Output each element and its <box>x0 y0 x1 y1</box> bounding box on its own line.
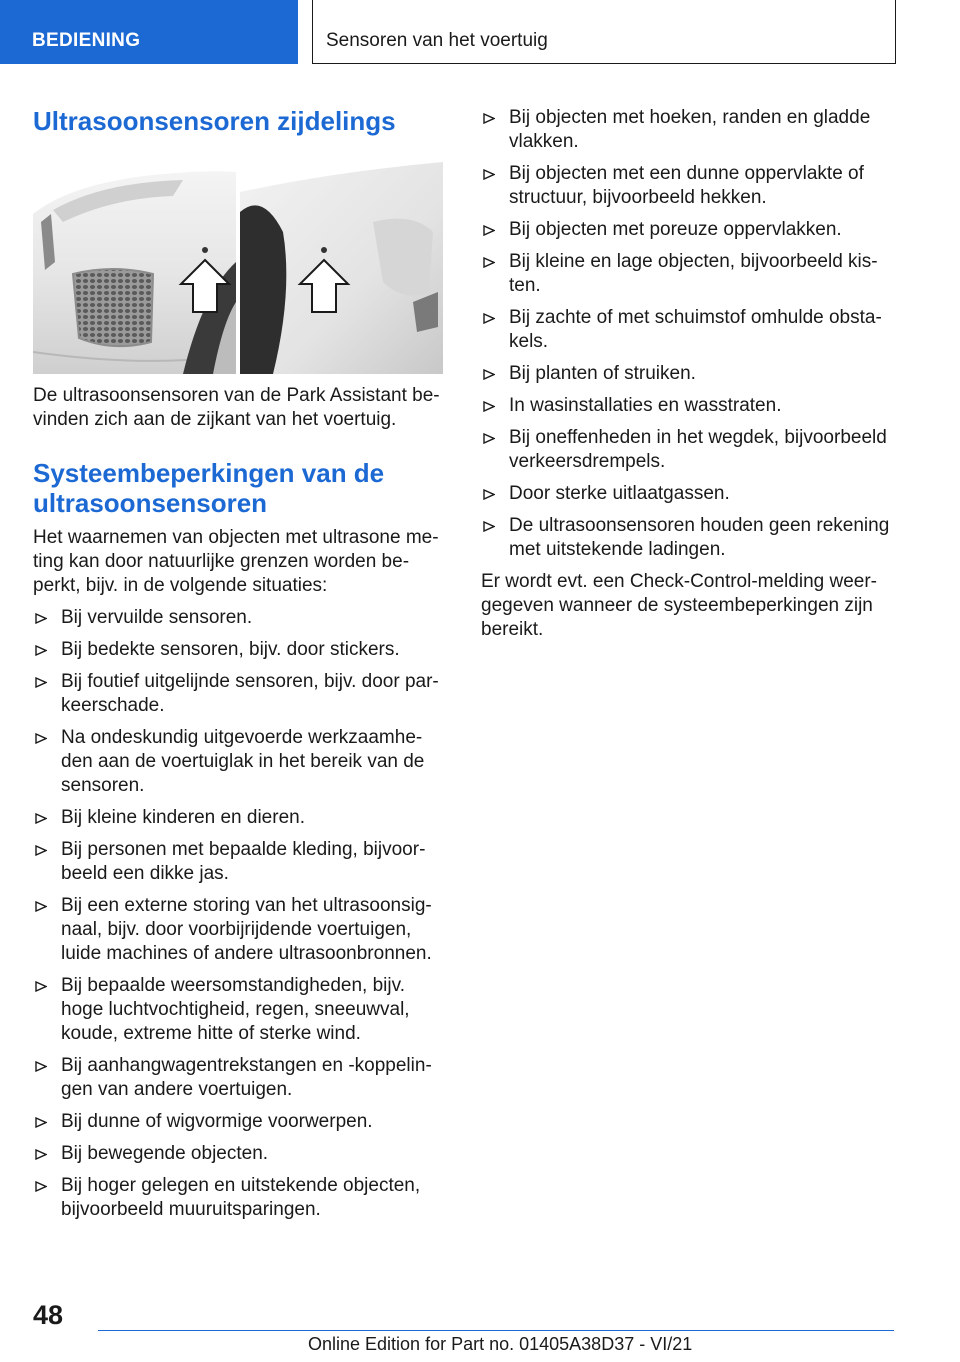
list-item: Bij bedekte sensoren, bijv. door stickers. <box>33 638 443 662</box>
triangle-right-outline-icon <box>35 845 47 856</box>
triangle-right-outline-icon <box>35 1061 47 1072</box>
triangle-right-outline-icon <box>483 257 495 268</box>
triangle-right-outline-icon <box>483 489 495 500</box>
closing-paragraph: Er wordt evt. een Check-Control-melding weergegeven wanneer de systeembeperkingen zijn bereikt. <box>481 571 877 640</box>
list-item: Bij kleine en lage objecten, bijvoorbeeld kisten. <box>481 250 901 298</box>
list-item: Na ondeskundig uitgevoerde werkzaamheden aan de voertuiglak in het bereik van de sensoren. <box>33 726 443 798</box>
side-sensors-figure <box>33 152 443 374</box>
header-right-border <box>895 0 896 64</box>
triangle-right-outline-icon <box>483 521 495 532</box>
triangle-right-outline-icon <box>35 1117 47 1128</box>
section-heading-system-limits: Systeembeperkingen van de ultrasoonsensoren <box>33 458 385 518</box>
list-item: Bij vervuilde sensoren. <box>33 606 443 630</box>
list-item: Door sterke uitlaatgassen. <box>481 482 901 506</box>
list-item: Bij bepaalde weersomstandigheden, bijv. hoge luchtvochtigheid, regen, sneeuwval, koude, extreme hitte of sterke wind. <box>33 974 443 1046</box>
triangle-right-outline-icon <box>35 645 47 656</box>
list-item: Bij dunne of wigvormige voorwerpen. <box>33 1110 443 1134</box>
car-side-illustration <box>33 152 443 374</box>
header-divider <box>312 0 313 64</box>
triangle-right-outline-icon <box>35 901 47 912</box>
list-item: Bij planten of struiken. <box>481 362 901 386</box>
intro-paragraph: Het waarnemen van objecten met ultrasone meting kan door natuurlijke grenzen worden beperkt, bijv. in de volgende situaties: <box>33 527 439 596</box>
list-item: Bij aanhangwagentrekstangen en -koppelingen van andere voertuigen. <box>33 1054 443 1102</box>
triangle-right-outline-icon <box>35 981 47 992</box>
list-item: Bij oneffenheden in het wegdek, bijvoorbeeld verkeersdrempels. <box>481 426 901 474</box>
list-item: Bij objecten met een dunne oppervlakte of structuur, bijvoorbeeld hekken. <box>481 162 901 210</box>
triangle-right-outline-icon <box>483 225 495 236</box>
triangle-right-outline-icon <box>483 113 495 124</box>
triangle-right-outline-icon <box>35 813 47 824</box>
edition-text: Online Edition for Part no. 01405A38D37 - VI/21 <box>308 1334 693 1354</box>
triangle-right-outline-icon <box>35 1181 47 1192</box>
triangle-right-outline-icon <box>483 369 495 380</box>
section-tab <box>0 0 298 64</box>
triangle-right-outline-icon <box>483 313 495 324</box>
right-bullet-list <box>481 106 901 562</box>
triangle-right-outline-icon <box>483 433 495 444</box>
left-column <box>33 100 443 1230</box>
chapter-title: Sensoren van het voertuig <box>326 30 548 51</box>
right-column <box>481 100 901 642</box>
list-item: Bij objecten met poreuze oppervlakken. <box>481 218 901 242</box>
section-heading-side-sensors: Ultrasoonsensoren zijdelings <box>33 106 396 136</box>
list-item: Bij personen met bepaalde kleding, bijvoorbeeld een dikke jas. <box>33 838 443 886</box>
figure-caption: De ultrasoonsensoren van de Park Assistant bevinden zich aan de zijkant van het voertuig. <box>33 385 440 430</box>
list-item: Bij kleine kinderen en dieren. <box>33 806 443 830</box>
header-rule <box>312 63 896 64</box>
triangle-right-outline-icon <box>35 733 47 744</box>
footer-rule <box>98 1330 894 1331</box>
list-item: In wasinstallaties en wasstraten. <box>481 394 901 418</box>
triangle-right-outline-icon <box>35 1149 47 1160</box>
section-tab-label: BEDIENING <box>32 30 141 51</box>
triangle-right-outline-icon <box>483 169 495 180</box>
triangle-right-outline-icon <box>483 401 495 412</box>
left-bullet-list <box>33 606 443 1222</box>
triangle-right-outline-icon <box>35 677 47 688</box>
list-item: Bij een externe storing van het ultrasoonsignaal, bijv. door voorbijrijdende voertuigen, luide machines of andere ultrasoonbronnen. <box>33 894 443 966</box>
page-number: 48 <box>33 1300 64 1330</box>
list-item: De ultrasoonsensoren houden geen rekening met uitstekende ladingen. <box>481 514 901 562</box>
triangle-right-outline-icon <box>35 613 47 624</box>
list-item: Bij foutief uitgelijnde sensoren, bijv. door parkeerschade. <box>33 670 443 718</box>
list-item: Bij hoger gelegen en uitstekende objecten, bijvoorbeeld muuruitsparingen. <box>33 1174 443 1222</box>
list-item: Bij bewegende objecten. <box>33 1142 443 1166</box>
list-item: Bij zachte of met schuimstof omhulde obstakels. <box>481 306 901 354</box>
list-item: Bij objecten met hoeken, randen en gladde vlakken. <box>481 106 901 154</box>
